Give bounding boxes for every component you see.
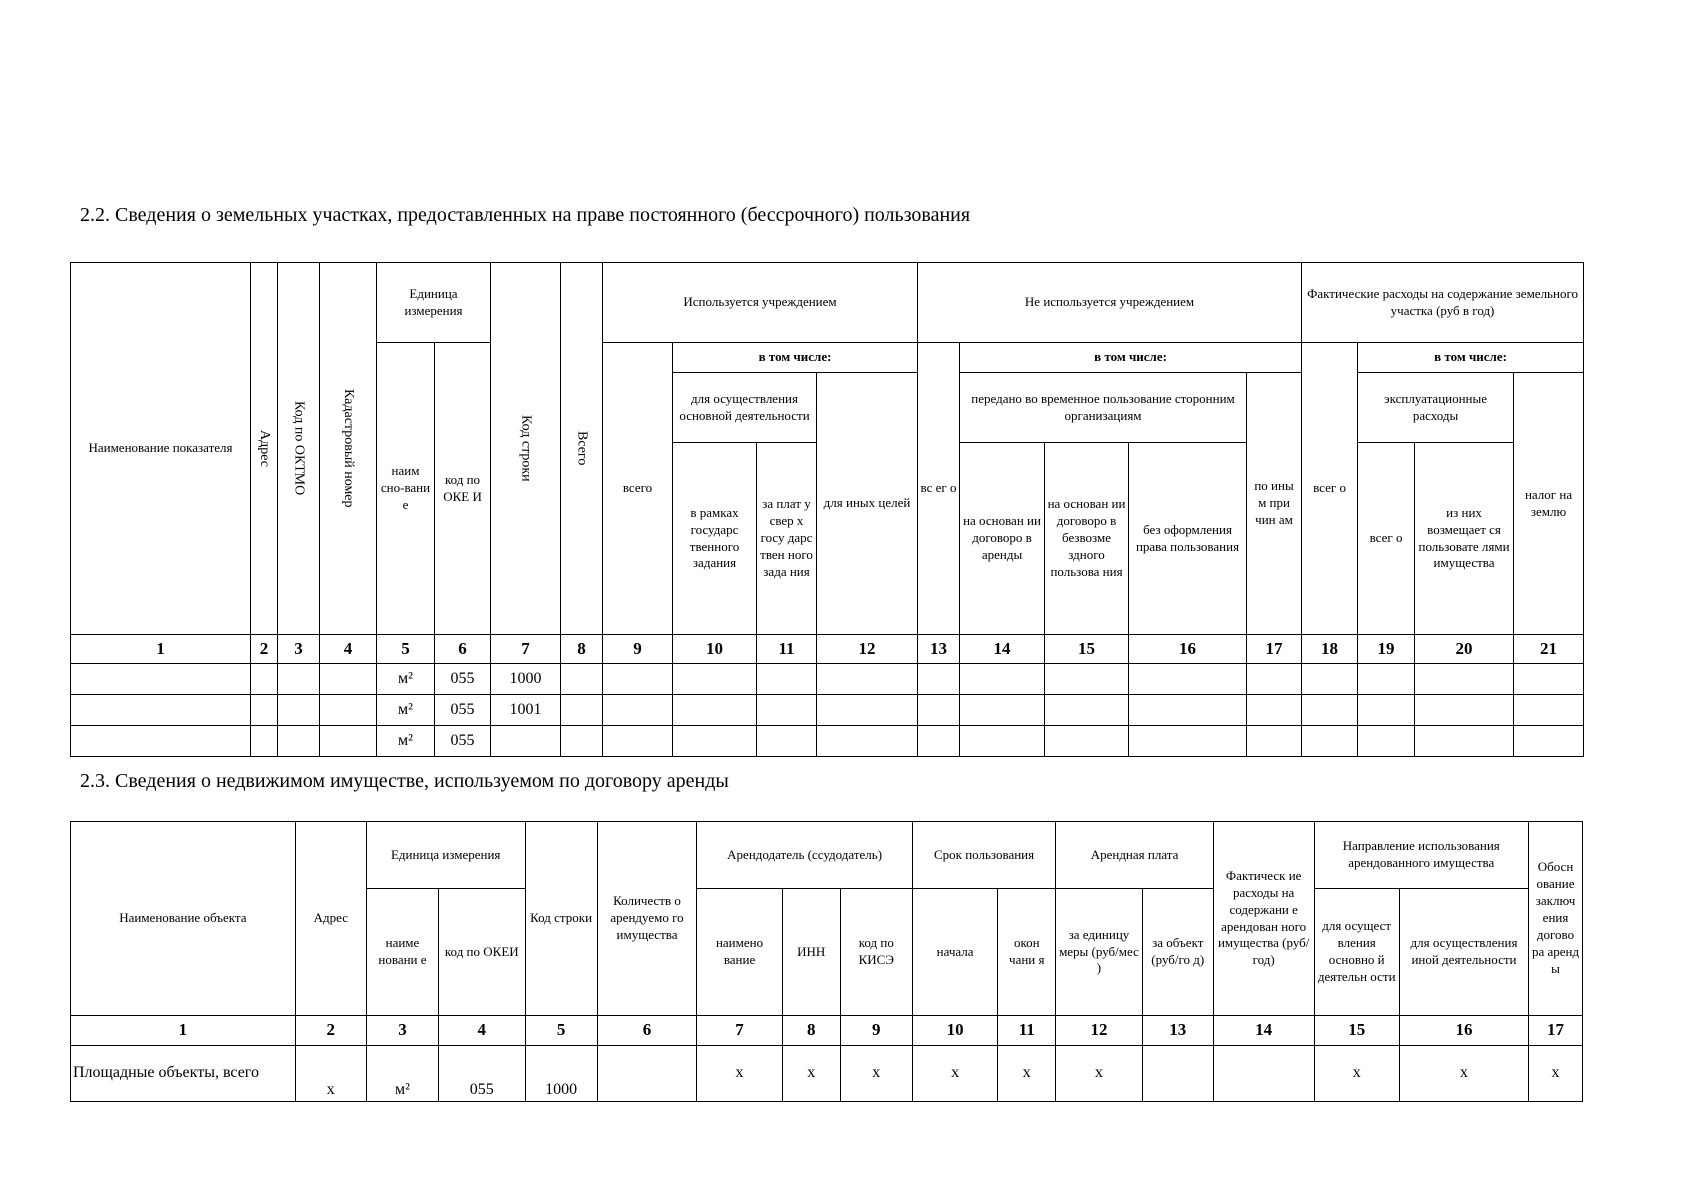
header-inn: ИНН [782,889,840,1016]
header-including-expenses: в том числе: [1358,343,1584,373]
col-number: 12 [817,635,918,664]
table-row [71,1046,1583,1102]
col-number: 17 [1247,635,1302,664]
col-number: 19 [1358,635,1415,664]
header-okei: код по ОКЕ И [435,343,491,635]
column-numbers-row [71,1016,1583,1046]
header-cadastral: Кадастровый номер [320,263,377,635]
header-oktmo: Код по ОКТМО [278,263,320,635]
other-activity-cell: х [1399,1046,1528,1102]
col-number: 1 [71,635,251,664]
col-number: 3 [278,635,320,664]
header-start: начала [912,889,997,1016]
header-above-task: за плат у свер х госу дарс твен ного зада ния [757,443,817,635]
header-address: Адрес [295,822,366,1016]
col-number: 5 [525,1016,597,1046]
header-total: Всего [561,263,603,635]
okei-cell: 055 [435,726,491,757]
header-per-object: за объект (руб/го д) [1142,889,1213,1016]
header-row-code: Код строки [491,263,561,635]
col-number: 14 [960,635,1045,664]
okei-cell: 055 [439,1046,525,1102]
header-exp-total: всег о [1302,343,1358,635]
lessor-name-cell: х [697,1046,782,1102]
main-activity-cell: х [1314,1046,1399,1102]
justification-cell: х [1529,1046,1583,1102]
unit-cell: м² [377,726,435,757]
inn-cell: х [782,1046,840,1102]
header-state-task: в рамках государс твенного задания [673,443,757,635]
col-number: 11 [998,1016,1056,1046]
row-code-cell [491,726,561,757]
header-unit: Единица измерения [377,263,491,343]
header-direction: Направление использования арендованного имущества [1314,822,1529,889]
col-number: 6 [435,635,491,664]
header-justification: Обосн ование заключ ения догово ра аренд ы [1529,822,1583,1016]
unit-cell: м² [377,695,435,726]
col-number: 10 [673,635,757,664]
header-okei: код по ОКЕИ [439,889,525,1016]
col-number: 20 [1415,635,1514,664]
header-end: окон чани я [998,889,1056,1016]
table-row [71,664,1584,695]
col-number: 10 [912,1016,997,1046]
per-unit-cell: х [1056,1046,1142,1102]
header-lease: на основан ии договоро в аренды [960,443,1045,635]
header-other-reasons: по ины м при чин ам [1247,373,1302,635]
row-code-cell: 1000 [525,1046,597,1102]
col-number: 7 [697,1016,782,1046]
header-including-used: в том числе: [673,343,918,373]
col-number: 2 [251,635,278,664]
end-cell: х [998,1046,1056,1102]
kise-cell: х [840,1046,912,1102]
unit-cell: м² [366,1046,438,1102]
header-op-total: всег о [1358,443,1415,635]
header-used: Используется учреждением [603,263,918,343]
header-kise: код по КИСЭ [840,889,912,1016]
header-main-activity: для осуществления основной деятельности [673,373,817,443]
unit-cell: м² [377,664,435,695]
col-number: 8 [561,635,603,664]
header-term: Срок пользования [912,822,1055,889]
col-number: 18 [1302,635,1358,664]
col-number: 17 [1529,1016,1583,1046]
header-land-tax: налог на землю [1514,373,1584,635]
col-number: 1 [71,1016,296,1046]
header-not-used: Не используется учреждением [918,263,1302,343]
header-unit-name: наим сно-вани е [377,343,435,635]
header-unit: Единица измерения [366,822,525,889]
header-operational: эксплуатационные расходы [1358,373,1514,443]
header-not-used-total: вс ег о [918,343,960,635]
address-cell: х [295,1046,366,1102]
col-number: 7 [491,635,561,664]
col-number: 4 [439,1016,525,1046]
section-2-3-title: 2.3. Сведения о недвижимом имуществе, используемом по договору аренды [80,770,729,792]
table-row [71,695,1584,726]
col-number: 13 [1142,1016,1213,1046]
col-number: 11 [757,635,817,664]
header-quantity: Количеств о арендуемо го имущества [597,822,697,1016]
col-number: 14 [1213,1016,1314,1046]
header-used-total: всего [603,343,673,635]
header-free-use: на основан ии договоро в безвозме здного пользова ния [1045,443,1129,635]
lease-property-table [70,821,1583,1102]
land-plots-table [70,262,1584,757]
column-numbers-row [71,635,1584,664]
col-number: 9 [603,635,673,664]
header-name: Наименование показателя [71,263,251,635]
col-number: 9 [840,1016,912,1046]
header-other-activity: для осуществления иной деятельности [1399,889,1528,1016]
header-lessor-name: наимено вание [697,889,782,1016]
col-number: 5 [377,635,435,664]
header-object-name: Наименование объекта [71,822,296,1016]
col-number: 13 [918,635,960,664]
row-code-cell: 1001 [491,695,561,726]
start-cell: х [912,1046,997,1102]
col-number: 2 [295,1016,366,1046]
per-object-cell [1142,1046,1213,1102]
col-number: 3 [366,1016,438,1046]
header-address: Адрес [251,263,278,635]
okei-cell: 055 [435,664,491,695]
header-per-unit: за единицу меры (руб/мес ) [1056,889,1142,1016]
actual-expenses-cell [1213,1046,1314,1102]
col-number: 8 [782,1016,840,1046]
quantity-cell [597,1046,697,1102]
header-row-code: Код строки [525,822,597,1016]
header-lessor: Арендодатель (ссудодатель) [697,822,913,889]
header-other-goals: для иных целей [817,373,918,635]
col-number: 15 [1045,635,1129,664]
col-number: 6 [597,1016,697,1046]
object-name-cell: Площадные объекты, всего [71,1046,296,1102]
header-main-activity: для осущест вления основно й деятельн ости [1314,889,1399,1016]
header-reimbursed: из них возмещает ся пользовате лями имущества [1415,443,1514,635]
col-number: 16 [1399,1016,1528,1046]
table-row [71,726,1584,757]
header-transferred: передано во временное пользование сторонним организациям [960,373,1247,443]
header-including-not-used: в том числе: [960,343,1302,373]
col-number: 16 [1129,635,1247,664]
col-number: 21 [1514,635,1584,664]
col-number: 4 [320,635,377,664]
okei-cell: 055 [435,695,491,726]
row-code-cell: 1000 [491,664,561,695]
header-no-registration: без оформления права пользования [1129,443,1247,635]
header-expenses: Фактические расходы на содержание земельного участка (руб в год) [1302,263,1584,343]
header-actual-expenses: Фактическ ие расходы на содержани е арендован ного имущества (руб/год) [1213,822,1314,1016]
col-number: 12 [1056,1016,1142,1046]
col-number: 15 [1314,1016,1399,1046]
header-rent: Арендная плата [1056,822,1214,889]
header-unit-name: наиме новани е [366,889,438,1016]
section-2-2-title: 2.2. Сведения о земельных участках, предоставленных на праве постоянного (бессрочного) пользования [80,204,971,226]
